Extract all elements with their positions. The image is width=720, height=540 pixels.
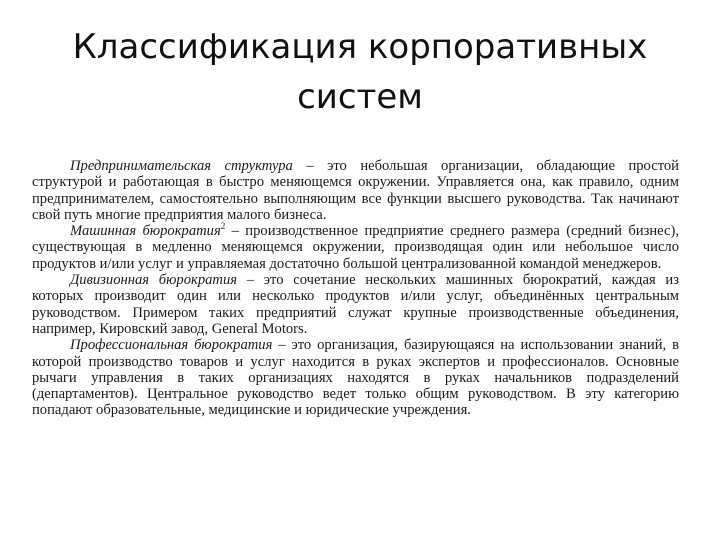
term-professional-bureaucracy: Профессиональная бюрократия (70, 337, 273, 354)
term-divisional-bureaucracy: Дивизионная бюрократия (70, 272, 238, 289)
footnote-marker: 2 (220, 221, 226, 232)
slide-title (40, 22, 680, 122)
term-entrepreneurial-structure: Предпринимательская структура (70, 158, 293, 174)
definition-divisional-bureaucracy: – это сочетание нескольких машинных бюрократий, каждая из которых производит один или несколько продуктов и/или услуг, объединённых центральным руководством. Примером таких предприятий служат крупные производственные объединения, например, Кировский завод, General Motors. (32, 272, 679, 337)
definition-entrepreneurial-structure: – это небольшая организации, обладающие простой структурой и работающая в быстро меняющемся окружении. Управляется она, как правило, одним предпринимателем, самостоятельно выполняющим все функции высшего руководства. Так начинают свой путь многие предприятия малого бизнеса. (32, 158, 679, 223)
slide-title-line-2: систем (297, 77, 423, 117)
definition-machine-bureaucracy: – производственное предприятие среднего размера (средний бизнес), существующая в медленно меняющемся окружении, производящая один или небольшое число продуктов и/или услуг и управляемая достаточно большой централизованной командой менеджеров. (32, 223, 679, 272)
document-text (32, 158, 679, 419)
paragraph-machine-bureaucracy (32, 223, 679, 272)
term-machine-bureaucracy: Машинная бюрократия (70, 223, 221, 240)
paragraph-entrepreneurial-structure (32, 158, 679, 223)
paragraph-professional-bureaucracy (32, 337, 679, 418)
slide-title-line-1: Классификация корпоративных (72, 27, 648, 67)
definition-professional-bureaucracy: – это организация, базирующаяся на использовании знаний, в которой производство товаров и услуг находится в руках экспертов и профессионалов. Основные рычаги управления в таких организациях находятся в руках начальников подразделений (департаментов). Центральное руководство ведет только общим руководством. В эту категорию попадают образовательные, медицинские и юридические учреждения. (32, 337, 680, 419)
paragraph-divisional-bureaucracy (32, 272, 679, 337)
